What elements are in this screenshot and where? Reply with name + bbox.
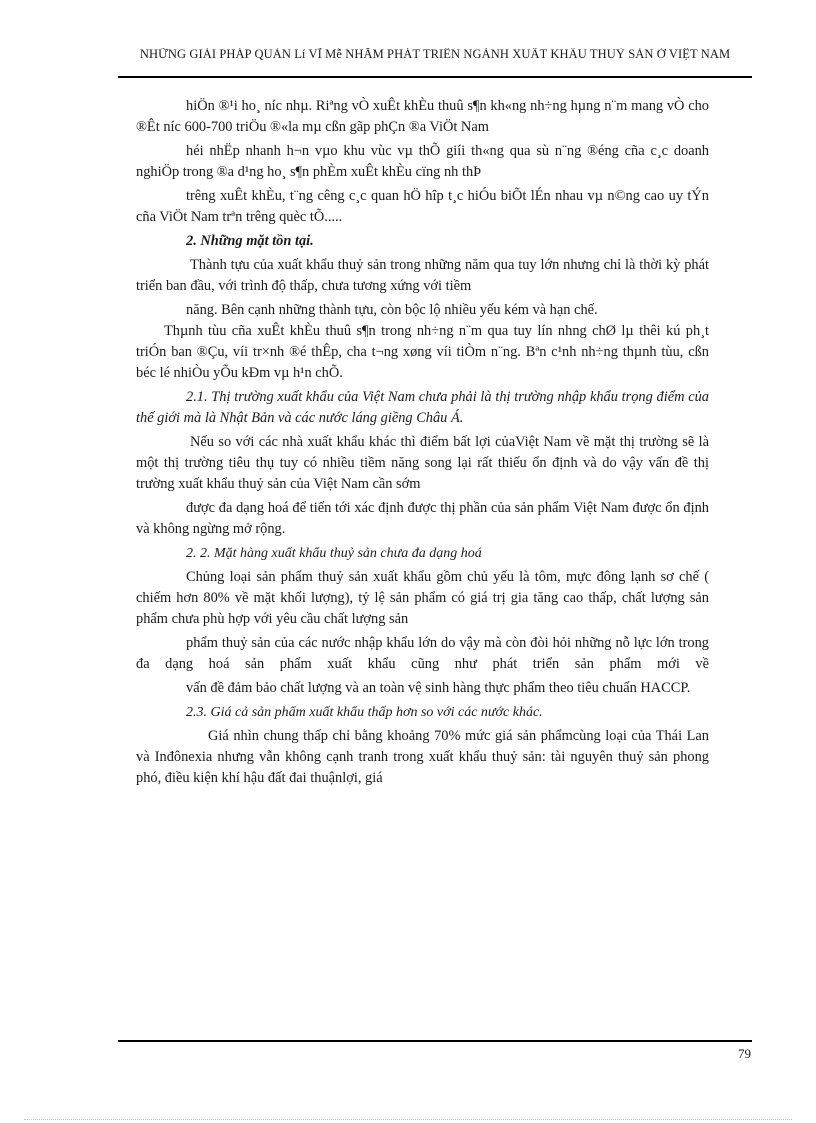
footer-rule (118, 1040, 752, 1042)
subsection-heading: 2.1. Thị trường xuất khẩu của Việt Nam chưa phải là thị trường nhập khẩu trọng điểm của thế giới mà là Nhật Bản và các nước láng giềng Châu Á. (136, 389, 709, 426)
paragraph: héi nhËp nhanh h¬n vµo khu vùc vµ thÕ giíi th«ng qua sù n¨ng ®éng cña c¸c doanh nghiÖp trong ®a d¹ng ho¸ s¶n phÈm xuÊt khÈu cïng nh thÞ (136, 143, 709, 180)
paragraph: Chủng loại sản phẩm thuỷ sản xuất khẩu gồm chủ yếu là tôm, mực đông lạnh sơ chế ( chiếm hơn 80% về mặt khối lượng), tỷ lệ sản phẩm có giá trị gia tăng cao thấp, chất lượng sản phẩm chưa phù hợp với yêu cầu chất lượng sản (136, 569, 709, 627)
paragraph: năng. Bên cạnh những thành tựu, còn bộc lộ nhiều yếu kém và hạn chế. (186, 302, 598, 318)
subsection-heading: 2.3. Giá cả sản phẩm xuất khẩu thấp hơn so với các nước khác. (186, 705, 543, 720)
paragraph: hiÖn ®¹i ho¸ níc nhµ. Riªng vÒ xuÊt khÈu thuû s¶n kh«ng nh÷ng hµng n¨m mang vÒ cho ®Êt níc 600-700 triÖu ®«la mµ cßn gãp phÇn ®a ViÖt Nam (136, 98, 709, 135)
page-number: 79 (738, 1046, 751, 1061)
paragraph: được đa dạng hoá để tiến tới xác định được thị phần của sản phẩm Việt Nam được ổn định và không ngừng mở rộng. (136, 500, 709, 537)
page-boundary (24, 1119, 792, 1120)
header-rule (118, 76, 752, 78)
subsection-heading: 2. 2. Mặt hàng xuất khẩu thuỷ sản chưa đa dạng hoá (186, 546, 482, 561)
paragraph: trêng xuÊt khÈu, t¨ng cêng c¸c quan hÖ hîp t¸c hiÓu biÕt lÉn nhau vµ n©ng cao uy tÝn cña ViÖt Nam trªn trêng quèc tÕ..... (136, 188, 709, 225)
paragraph: Thành tựu của xuất khẩu thuỷ sản trong những năm qua tuy lớn nhưng chỉ là thời kỳ phát triển ban đầu, với trình độ thấp, chưa tương xứng với tiềm (136, 257, 709, 294)
paragraph: Thµnh tùu cña xuÊt khÈu thuû s¶n trong nh÷ng n¨m qua tuy lín nhng chØ lµ thêi kú ph¸t triÓn ban ®Çu, víi tr×nh ®é thÊp, cha t¬ng xøng víi tiÒm n¨ng. Bªn c¹nh nh÷ng thµnh tùu, cßn béc lé nhiÒu yÕu kÐm vµ h¹n chÕ. (136, 323, 709, 381)
paragraph-text: về (695, 656, 709, 672)
page-body (136, 96, 709, 792)
paragraph (136, 633, 709, 675)
paragraph: Giá nhìn chung thấp chỉ bằng khoảng 70% mức giá sản phẩmcùng loại của Thái Lan và Inđônexia nhưng vẫn không cạnh tranh trong xuất khẩu thuỷ sản: tài nguyên thuỷ sản phong phó, điều kiện khí hậu đất đai thuậnlợi, giá (136, 728, 709, 786)
paragraph: Nếu so với các nhà xuất khẩu khác thì điểm bất lợi củaViệt Nam về mặt thị trường sẽ là một thị trường tiêu thụ tuy có nhiều tiềm năng song lại rất thiếu ổn định và do vậy vấn đề thị trường xuất khẩu thuỷ sản của Việt Nam cần sớm (136, 434, 709, 492)
running-header: NHỮNG GIẢI PHÁP QUẢN Lí VĨ Mễ NHẰM PHÁT TRIỂN NGÀNH XUẤT KHẨU THUỶ SẢN Ở VIỆT NAM (139, 48, 731, 61)
section-heading: 2. Những mặt tồn tại. (186, 233, 314, 249)
paragraph-text: phẩm thuỷ sản của các nước nhập khẩu lớn do vậy mà còn đòi hỏi những nỗ lực lớn trong đa dạng hoá sản phẩm xuất khẩu cũng như phát triển sản phẩm mới (136, 635, 709, 672)
paragraph: vấn đề đảm bảo chất lượng và an toàn vệ sinh hàng thực phẩm theo tiêu chuẩn HACCP. (186, 680, 691, 696)
